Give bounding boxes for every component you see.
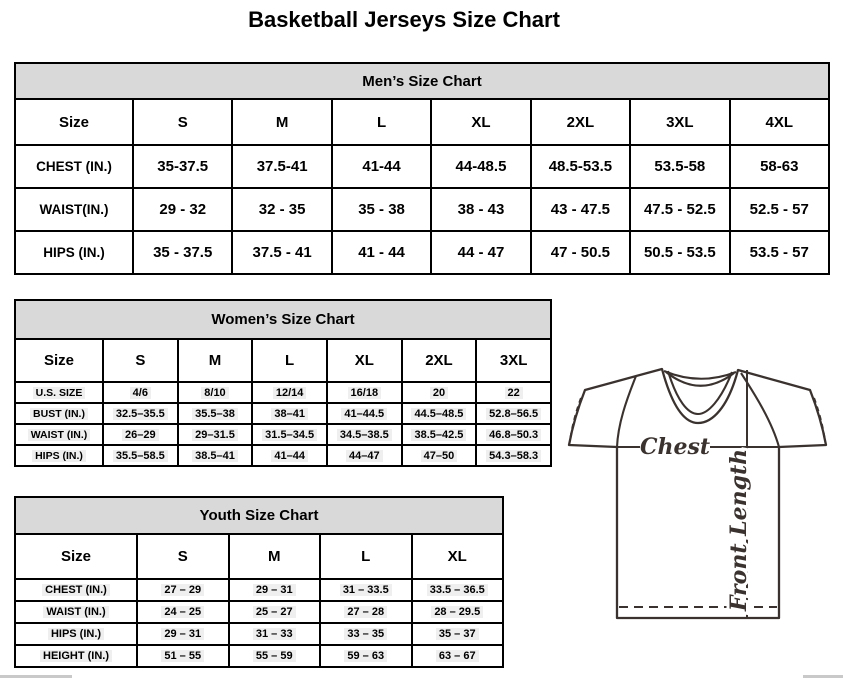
youth-cell-value: 24 – 25 (161, 606, 204, 618)
womens-size-chart-table (14, 299, 552, 467)
womens-cell-value: 26–29 (122, 429, 159, 441)
womens-column-header: S (103, 339, 178, 382)
womens-column-header: L (252, 339, 327, 382)
womens-cell-value: 12/14 (273, 387, 307, 399)
mens-cell-value: 35 - 37.5 (153, 244, 213, 261)
horizontal-scrollbar-right-fragment[interactable] (803, 675, 843, 678)
womens-column-header: 2XL (402, 339, 477, 382)
youth-cell-value: 28 – 29.5 (431, 606, 483, 618)
mens-table-row (15, 231, 829, 274)
mens-cell-value: 50.5 - 53.5 (643, 244, 716, 261)
womens-row-label: WAIST (IN.) (28, 429, 91, 441)
jersey-outline-icon (556, 356, 840, 626)
youth-chart-title: Youth Size Chart (15, 497, 503, 534)
womens-cell-value: 46.8–50.3 (486, 429, 541, 441)
youth-cell-value: 25 – 27 (253, 606, 296, 618)
youth-cell-value: 27 – 28 (344, 606, 387, 618)
youth-cell-value: 31 – 33 (253, 628, 296, 640)
mens-cell-value: 41-44 (362, 158, 401, 175)
mens-cell-value: 37.5 - 41 (252, 244, 312, 261)
womens-cell-value: 54.3–58.3 (486, 450, 541, 462)
womens-cell-value: 47–50 (421, 450, 458, 462)
mens-table-row (15, 145, 829, 188)
womens-column-header: XL (327, 339, 402, 382)
womens-cell-value: 20 (430, 387, 448, 399)
womens-cell-value: 38.5–42.5 (411, 429, 466, 441)
youth-column-header: L (320, 534, 412, 579)
youth-table-row (15, 645, 503, 667)
youth-table-row (15, 623, 503, 645)
youth-size-header: Size (15, 534, 137, 579)
mens-cell-value: 41 - 44 (358, 244, 405, 261)
womens-table-row (15, 424, 551, 445)
womens-chart-title: Women’s Size Chart (15, 300, 551, 339)
womens-cell-value: 52.8–56.5 (486, 408, 541, 420)
mens-column-header: 3XL (630, 99, 729, 145)
youth-cell-value: 29 – 31 (161, 628, 204, 640)
mens-row-label: HIPS (IN.) (43, 245, 105, 260)
womens-row-label: U.S. SIZE (33, 387, 86, 399)
youth-row-label: HIPS (IN.) (48, 628, 104, 640)
mens-cell-value: 47 - 50.5 (550, 244, 610, 261)
youth-column-header: M (229, 534, 321, 579)
womens-cell-value: 41–44 (271, 450, 308, 462)
youth-cell-value: 59 – 63 (344, 650, 387, 662)
youth-cell-value: 35 – 37 (436, 628, 479, 640)
page-title: Basketball Jerseys Size Chart (248, 7, 560, 32)
youth-row-label: HEIGHT (IN.) (40, 650, 112, 662)
womens-cell-value: 41–44.5 (341, 408, 387, 420)
womens-row-label: BUST (IN.) (30, 408, 88, 420)
womens-size-header: Size (15, 339, 103, 382)
mens-row-label: CHEST (IN.) (36, 159, 112, 174)
mens-column-header: 2XL (531, 99, 630, 145)
mens-cell-value: 43 - 47.5 (550, 201, 610, 218)
mens-cell-value: 48.5-53.5 (548, 158, 613, 175)
mens-column-header: M (232, 99, 331, 145)
youth-column-header: S (137, 534, 229, 579)
womens-cell-value: 16/18 (348, 387, 382, 399)
mens-cell-value: 38 - 43 (457, 201, 505, 218)
womens-cell-value: 22 (505, 387, 523, 399)
mens-column-header: S (133, 99, 232, 145)
mens-size-chart-table (14, 62, 830, 275)
womens-row-label: HIPS (IN.) (32, 450, 86, 462)
mens-cell-value: 29 - 32 (159, 201, 207, 218)
womens-cell-value: 31.5–34.5 (262, 429, 317, 441)
womens-table-row (15, 382, 551, 403)
youth-cell-value: 55 – 59 (253, 650, 296, 662)
youth-cell-value: 51 – 55 (161, 650, 204, 662)
womens-cell-value: 29–31.5 (192, 429, 238, 441)
youth-row-label: CHEST (IN.) (42, 584, 110, 596)
mens-chart-title: Men’s Size Chart (15, 63, 829, 99)
mens-column-header: XL (431, 99, 530, 145)
mens-cell-value: 52.5 - 57 (749, 201, 809, 218)
youth-cell-value: 29 – 31 (253, 584, 296, 596)
womens-cell-value: 44.5–48.5 (411, 408, 466, 420)
womens-cell-value: 4/6 (130, 387, 151, 399)
mens-cell-value: 44 - 47 (457, 244, 505, 261)
womens-cell-value: 35.5–38 (192, 408, 238, 420)
youth-table-row (15, 601, 503, 623)
mens-cell-value: 44-48.5 (455, 158, 507, 175)
mens-size-header: Size (15, 99, 133, 145)
womens-cell-value: 44–47 (346, 450, 383, 462)
youth-row-label: WAIST (IN.) (43, 606, 108, 618)
youth-cell-value: 31 – 33.5 (340, 584, 392, 596)
mens-cell-value: 37.5-41 (256, 158, 308, 175)
womens-cell-value: 38–41 (271, 408, 308, 420)
chest-measure-label: Chest (639, 434, 711, 460)
mens-cell-value: 32 - 35 (258, 201, 306, 218)
womens-cell-value: 32.5–35.5 (113, 408, 168, 420)
youth-cell-value: 27 – 29 (161, 584, 204, 596)
mens-column-header: 4XL (730, 99, 829, 145)
jersey-measurement-diagram (556, 356, 840, 626)
womens-cell-value: 35.5–58.5 (113, 450, 168, 462)
mens-cell-value: 53.5-58 (654, 158, 706, 175)
womens-cell-value: 8/10 (201, 387, 228, 399)
horizontal-scrollbar-left-fragment[interactable] (0, 675, 72, 678)
womens-cell-value: 34.5–38.5 (337, 429, 392, 441)
youth-cell-value: 63 – 67 (436, 650, 479, 662)
youth-cell-value: 33.5 – 36.5 (427, 584, 488, 596)
womens-column-header: 3XL (476, 339, 551, 382)
womens-cell-value: 38.5–41 (192, 450, 238, 462)
mens-cell-value: 53.5 - 57 (749, 244, 809, 261)
mens-cell-value: 35 - 38 (358, 201, 405, 218)
youth-cell-value: 33 – 35 (344, 628, 387, 640)
mens-column-header: L (332, 99, 431, 145)
youth-table-row (15, 579, 503, 601)
womens-column-header: M (178, 339, 253, 382)
womens-table-row (15, 403, 551, 424)
mens-cell-value: 47.5 - 52.5 (643, 201, 716, 218)
mens-cell-value: 58-63 (760, 158, 799, 175)
mens-table-row (15, 188, 829, 231)
womens-table-row (15, 445, 551, 466)
youth-column-header: XL (412, 534, 504, 579)
front-length-measure-label: Front Length (726, 448, 752, 612)
mens-row-label: WAIST(IN.) (39, 202, 109, 217)
youth-size-chart-table (14, 496, 504, 668)
mens-cell-value: 35-37.5 (157, 158, 209, 175)
